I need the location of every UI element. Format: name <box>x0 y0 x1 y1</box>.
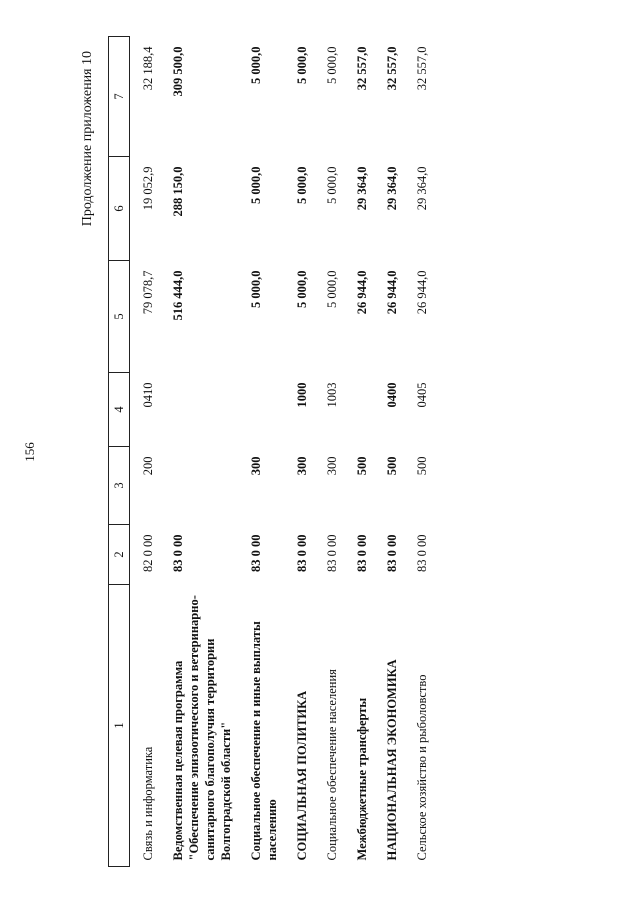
amount-cell: 5 000,0 <box>249 270 263 308</box>
expense-type-cell: 300 <box>295 456 309 476</box>
table-row <box>130 37 161 867</box>
rotated-page-content <box>80 37 560 867</box>
target-code-cell: 83 0 00 <box>295 534 309 572</box>
section-code-cell <box>160 373 238 447</box>
amount-cell: 5 000,0 <box>295 46 309 84</box>
target-code-cell: 82 0 00 <box>141 534 155 572</box>
amount-cell: 516 444,0 <box>171 270 185 321</box>
amount-cell: 32 557,0 <box>355 46 369 91</box>
expense-type-cell: 500 <box>415 456 429 476</box>
amount-cell: 79 078,7 <box>141 270 155 315</box>
expense-type-cell: 300 <box>325 456 339 476</box>
amount-cell: 26 944,0 <box>355 270 369 315</box>
table-row <box>160 37 238 867</box>
continuation-note: Продолжение приложения 10 <box>80 51 95 227</box>
section-code-cell <box>238 373 284 447</box>
amount-cell: 32 188,4 <box>141 46 155 91</box>
amount-cell: 309 500,0 <box>171 46 185 97</box>
column-header: 7 <box>109 37 130 157</box>
table-row <box>284 37 314 867</box>
amount-cell: 29 364,0 <box>385 166 399 211</box>
budget-table <box>108 36 434 867</box>
amount-cell: 32 557,0 <box>385 46 399 91</box>
target-code-cell: 83 0 00 <box>325 534 339 572</box>
column-header: 5 <box>109 261 130 373</box>
amount-cell: 26 944,0 <box>415 270 429 315</box>
target-code-cell: 83 0 00 <box>171 534 185 572</box>
amount-cell: 5 000,0 <box>249 166 263 204</box>
row-name-cell: Сельское хозяйство и рыболовство <box>415 674 429 861</box>
amount-cell: 288 150,0 <box>171 166 185 217</box>
target-code-cell: 83 0 00 <box>385 534 399 572</box>
table-row <box>344 37 374 867</box>
expense-type-cell: 200 <box>141 456 155 476</box>
table-row <box>404 37 434 867</box>
page-number: 156 <box>22 442 37 462</box>
row-name-cell: Социальное обеспечение населения <box>325 669 339 861</box>
table-row <box>314 37 344 867</box>
expense-type-cell <box>160 447 238 525</box>
row-name-cell: Межбюджетные трансферты <box>355 697 369 861</box>
expense-type-cell: 500 <box>355 456 369 476</box>
column-header: 6 <box>109 157 130 261</box>
section-code-cell <box>344 373 374 447</box>
table-body <box>130 37 435 867</box>
section-code-cell: 0405 <box>415 382 429 408</box>
section-code-cell: 1003 <box>325 382 339 408</box>
table-row <box>238 37 284 867</box>
amount-cell: 29 364,0 <box>415 166 429 211</box>
row-name-cell: СОЦИАЛЬНАЯ ПОЛИТИКА <box>295 690 309 861</box>
amount-cell: 5 000,0 <box>249 46 263 84</box>
row-name-cell: НАЦИОНАЛЬНАЯ ЭКОНОМИКА <box>385 659 399 861</box>
expense-type-cell: 500 <box>385 456 399 476</box>
amount-cell: 5 000,0 <box>295 166 309 204</box>
section-code-cell: 0400 <box>385 382 399 408</box>
section-code-cell: 0410 <box>141 382 155 408</box>
amount-cell: 5 000,0 <box>325 270 339 308</box>
target-code-cell: 83 0 00 <box>249 534 263 572</box>
row-name-cell: Связь и информатика <box>141 746 155 861</box>
column-header: 2 <box>109 525 130 585</box>
column-header: 4 <box>109 373 130 447</box>
amount-cell: 5 000,0 <box>325 46 339 84</box>
amount-cell: 19 052,9 <box>141 166 155 211</box>
column-header-row <box>109 37 130 867</box>
section-code-cell: 1000 <box>295 382 309 408</box>
amount-cell: 26 944,0 <box>385 270 399 315</box>
row-name-cell: Ведомственная целевая программа "Обеспечение эпизоотического и ветеринарно-санитарного благополучия территории Волгоградской области" <box>171 595 233 861</box>
amount-cell: 5 000,0 <box>325 166 339 204</box>
row-name-cell: Социальное обеспечение и иные выплаты населению <box>249 621 279 861</box>
amount-cell: 32 557,0 <box>415 46 429 91</box>
amount-cell: 29 364,0 <box>355 166 369 211</box>
expense-type-cell: 300 <box>249 456 263 476</box>
column-header: 3 <box>109 447 130 525</box>
amount-cell: 5 000,0 <box>295 270 309 308</box>
table-row <box>374 37 404 867</box>
target-code-cell: 83 0 00 <box>415 534 429 572</box>
target-code-cell: 83 0 00 <box>355 534 369 572</box>
column-header: 1 <box>109 585 130 867</box>
